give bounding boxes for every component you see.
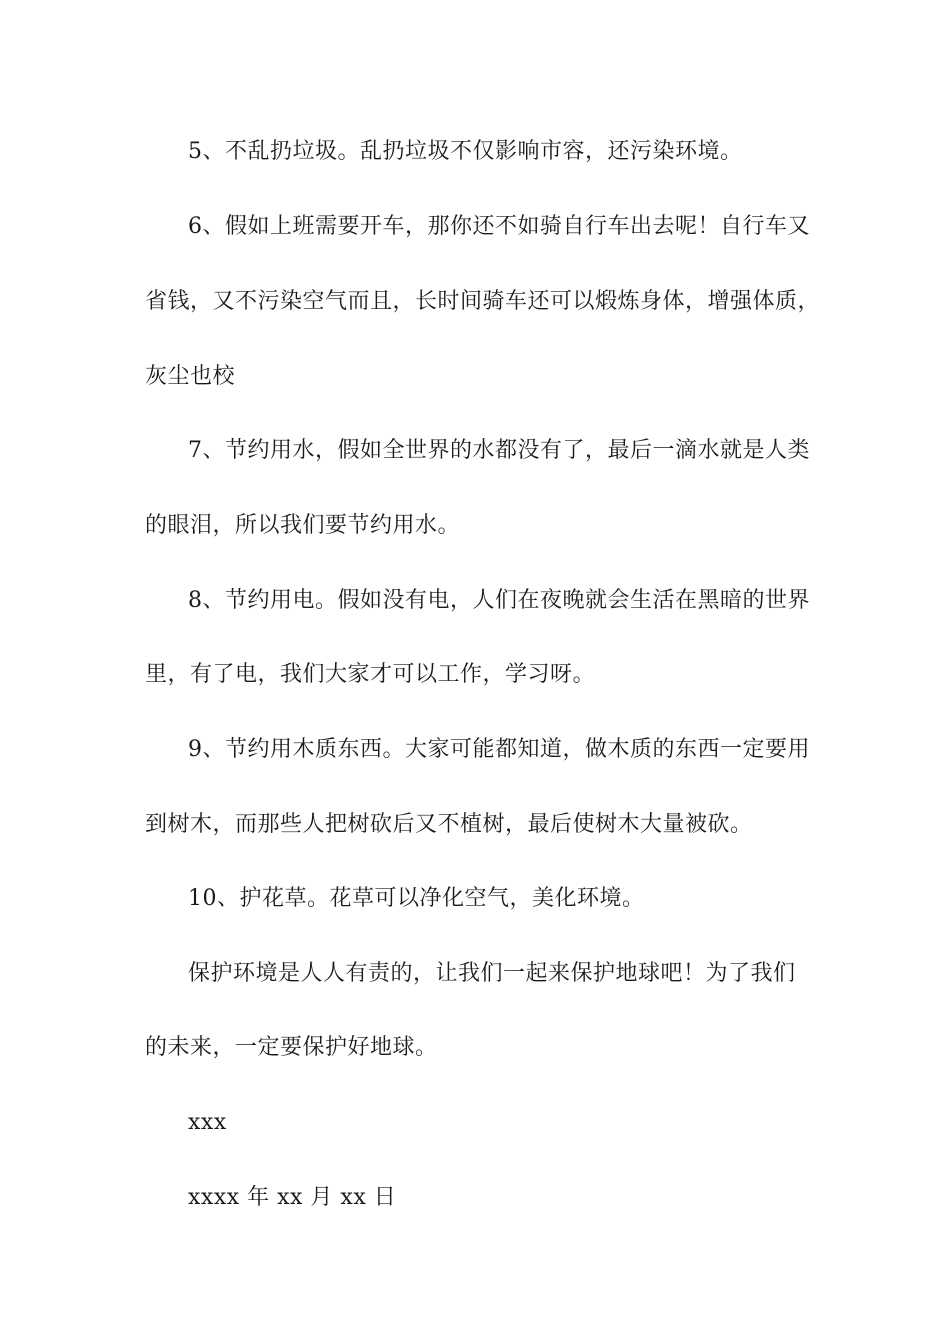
- item-8-line-1: 8、节约用电。假如没有电，人们在夜晚就会生活在黑暗的世界: [188, 588, 810, 613]
- item-5-line: 5、不乱扔垃圾。乱扔垃圾不仅影响市容，还污染环境。: [188, 139, 743, 164]
- item-7-line-1: 7、节约用水，假如全世界的水都没有了，最后一滴水就是人类: [188, 438, 810, 463]
- item-6-line-2: 省钱，又不污染空气而且，长时间骑车还可以煅炼身体，增强体质，: [145, 289, 821, 314]
- closing-line-2: 的未来，一定要保护好地球。: [145, 1035, 438, 1060]
- signature-name: xxx: [188, 1110, 227, 1135]
- item-10-line: 10、护花草。花草可以净化空气，美化环境。: [188, 886, 645, 911]
- closing-line-1: 保护环境是人人有责的，让我们一起来保护地球吧！为了我们: [188, 961, 796, 986]
- item-9-line-1: 9、节约用木质东西。大家可能都知道，做木质的东西一定要用: [188, 737, 810, 762]
- item-7-line-2: 的眼泪，所以我们要节约用水。: [145, 513, 461, 538]
- signature-date: xxxx 年 xx 月 xx 日: [188, 1185, 397, 1210]
- item-6-line-1: 6、假如上班需要开车，那你还不如骑自行车出去呢！自行车又: [188, 214, 810, 239]
- item-6-line-3: 灰尘也校: [145, 364, 236, 389]
- item-9-line-2: 到树木，而那些人把树砍后又不植树，最后使树木大量被砍。: [145, 812, 753, 837]
- item-8-line-2: 里，有了电，我们大家才可以工作，学习呀。: [145, 662, 596, 687]
